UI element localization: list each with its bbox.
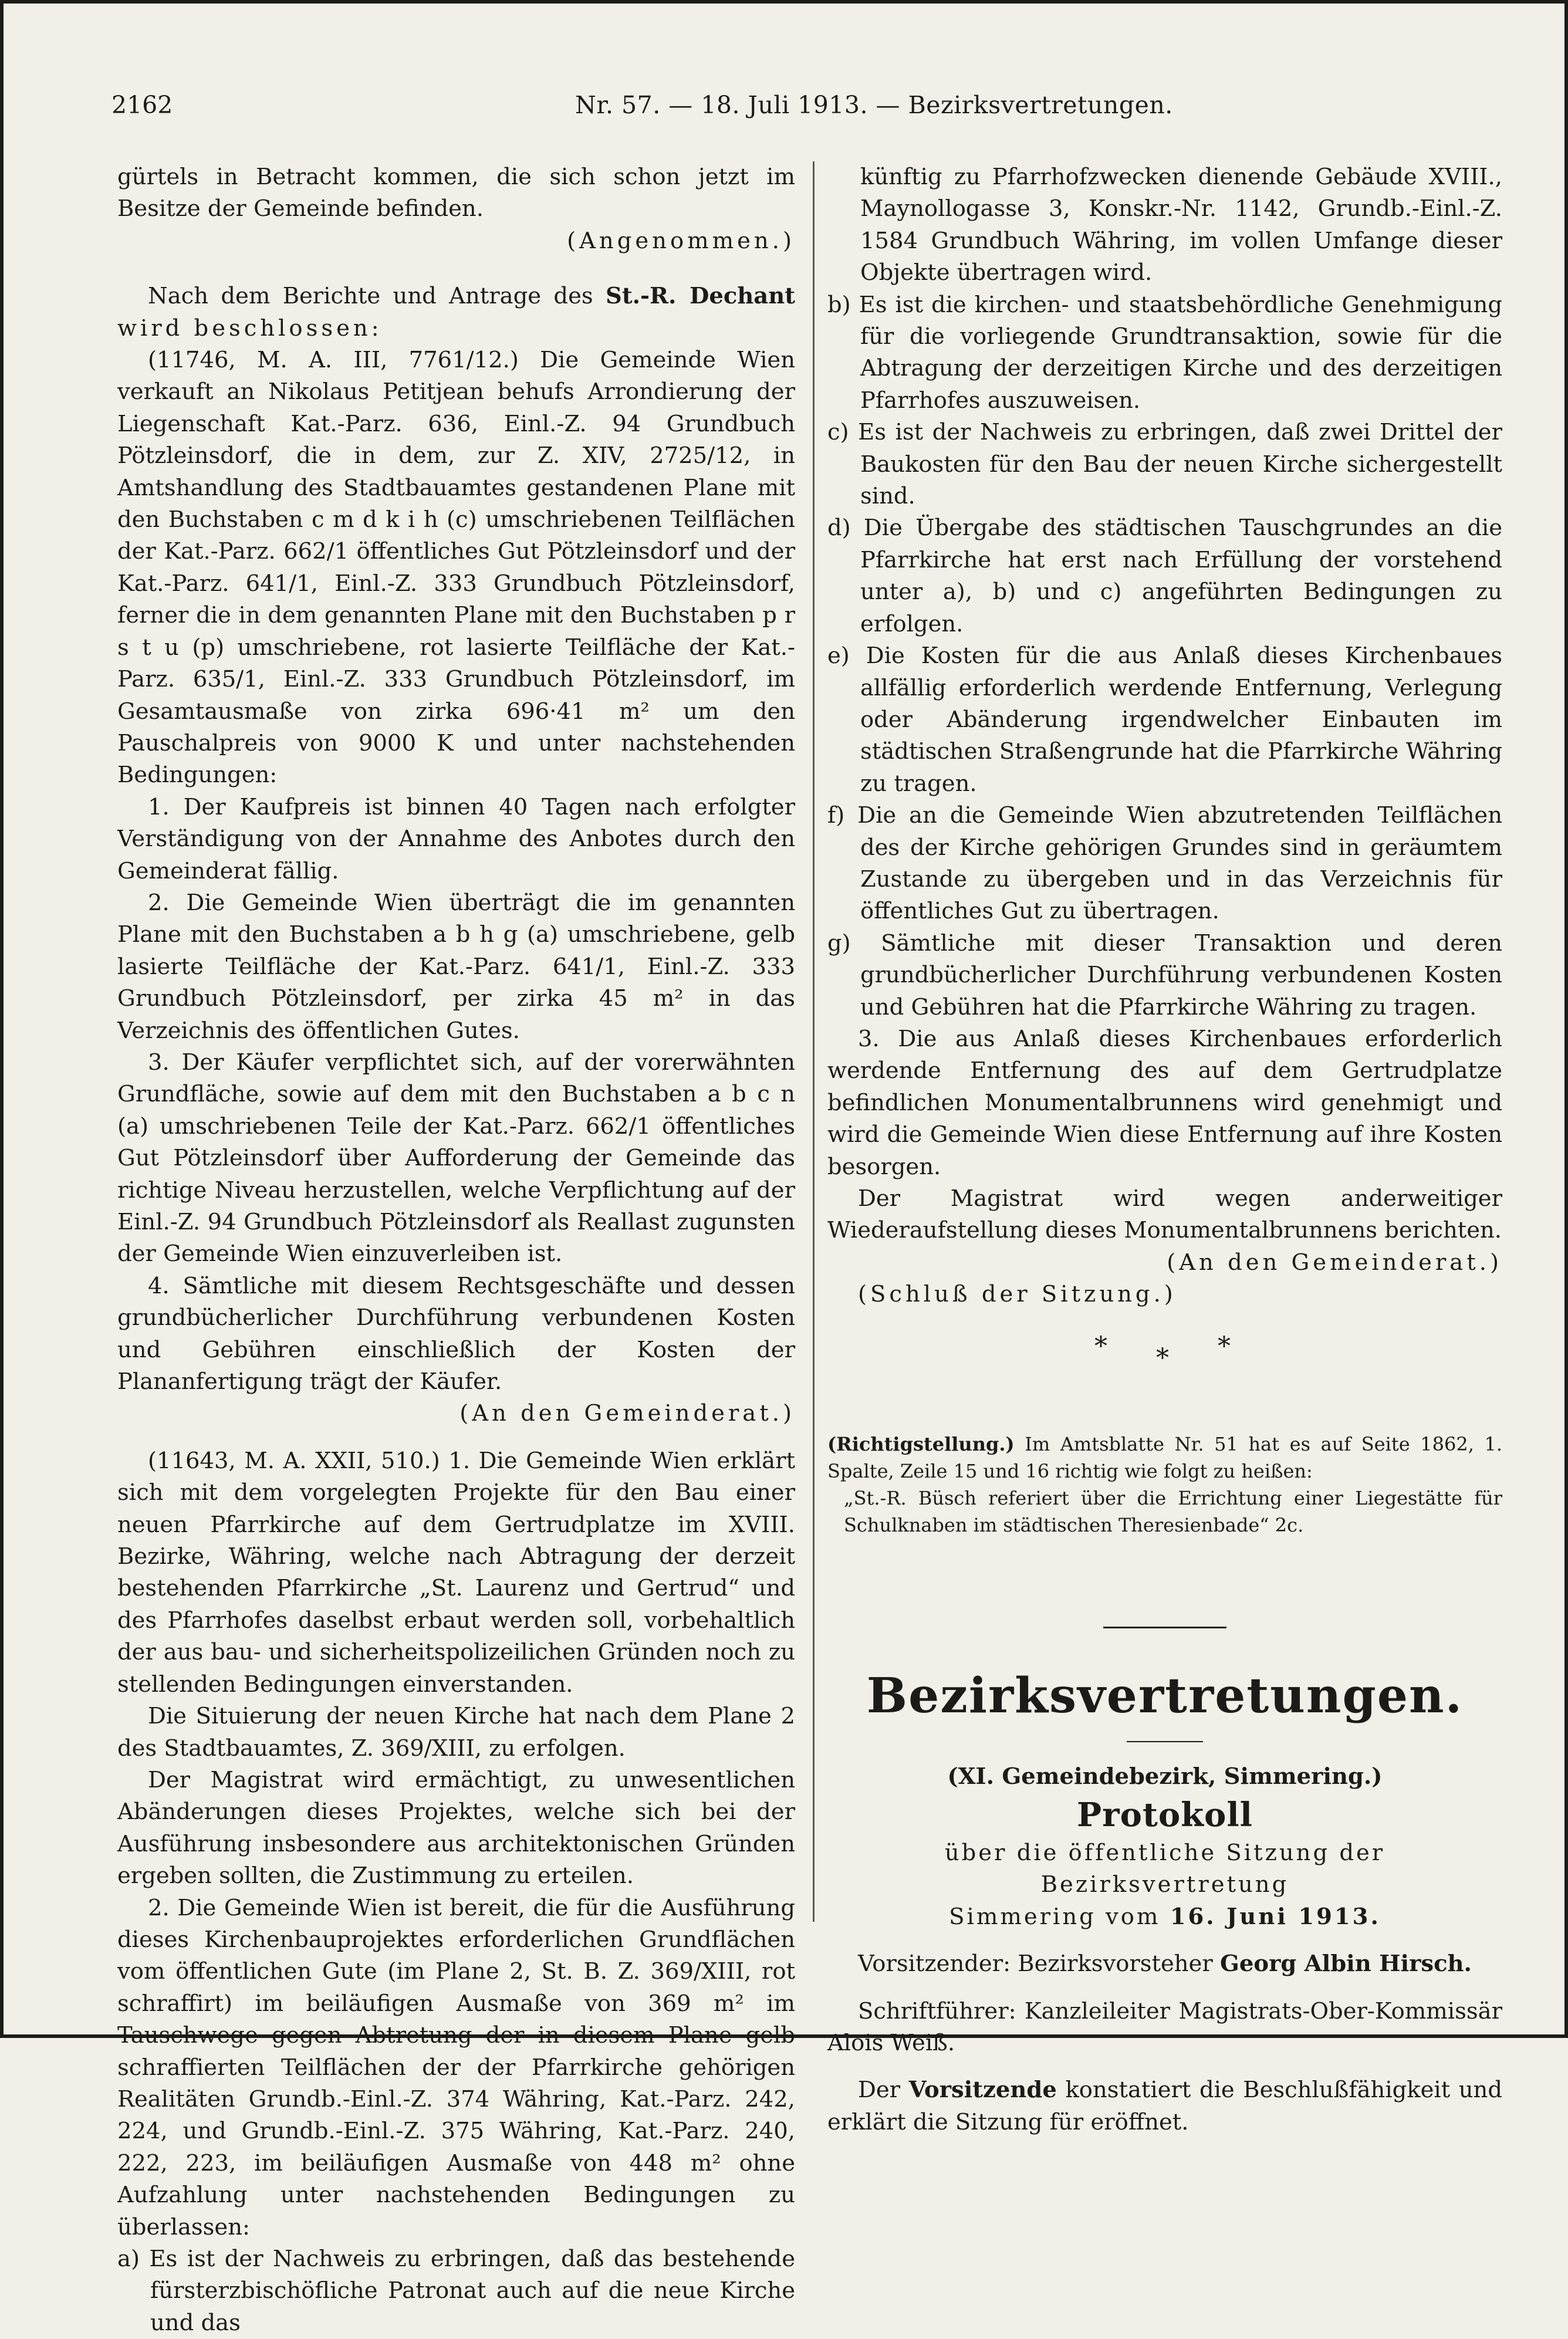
councillor-name: St.-R. Dechant [606, 283, 795, 310]
page-header [111, 91, 1173, 126]
referral-council-2: (An den Gemeinderat.) [1167, 1249, 1502, 1276]
condition-c: c) Es ist der Nachweis zu erbringen, daß zwei Drittel der Baukosten für den Bau der neuen Kirche sichergestellt sind. [827, 419, 1502, 510]
asterisk: * [1094, 1331, 1107, 1361]
left-column [117, 161, 795, 2339]
church-siting: Die Situierung der neuen Kirche hat nach dem Plane 2 des Stadtbauamtes, Z. 369/XIII, zu erfolgen. [117, 1703, 795, 1762]
page-number: 2162 [111, 91, 173, 119]
motion-intro [117, 280, 795, 344]
session-closed: (Schluß der Sitzung.) [858, 1281, 1177, 1308]
title-rule [1127, 1741, 1203, 1742]
running-title: Nr. 57. — 18. Juli 1913. — Bezirksvertretungen. [575, 91, 1173, 119]
condition-a-continued: künftig zu Pfarrhofzwecken dienende Gebäude XVIII., Maynollogasse 3, Konskr.-Nr. 1142, Grundb.-Einl.-Z. 1584 Grundbuch Währing, im vollen Umfange dieser Objekte übertragen wird. [860, 164, 1502, 286]
opening-a: Der [858, 2077, 901, 2104]
session-line-1: über die öffentliche Sitzung der Bezirksvertretung [944, 1840, 1385, 1898]
condition-2: 2. Die Gemeinde Wien überträgt die im genannten Plane mit den Buchstaben a b h g (a) umschriebene, gelb lasierte Teilfläche der Kat.-Parz. 641/1, Einl.-Z. 333 Grundbuch Pötzleinsdorf, per zirka 45 m² in das Verzeichnis des öffentlichen Gutes. [117, 889, 795, 1044]
asterisk: * [1218, 1331, 1231, 1361]
resolution-accepted: (Angenommen.) [567, 227, 795, 254]
opening-b: konstatiert die Beschlußfähigkeit und erklärt die Sitzung für eröffnet. [827, 2077, 1503, 2135]
chair-label: Vorsitzender: Bezirksvorsteher [858, 1951, 1213, 1978]
condition-b: b) Es ist die kirchen- und staatsbehördliche Genehmigung für die vorliegende Grundtransaktion, sowie für die Abtragung der derzeitigen Kirche und des derzeitigen Pfarrhofes auszuweisen. [827, 291, 1502, 414]
correction-text: Im Amtsblatte Nr. 51 hat es auf Seite 1862, 1. Spalte, Zeile 15 und 16 richtig wie folgt zu heißen: [827, 1432, 1503, 1482]
sale-resolution: (11746, M. A. III, 7761/12.) Die Gemeinde Wien verkauft an Nikolaus Petitjean behufs Arrondierung der Liegenschaft Kat.-Parz. 636, Einl.-Z. 94 Grundbuch Pötzleinsdorf, die in dem, zur Z. XIV, 2725/12, in Amtshandlung des Stadtbauamtes gestandenen Plane mit den Buchstaben c m d k i h (c) umschriebenen Teilflächen der Kat.-Parz. 662/1 öffentliches Gut Pötzleinsdorf und der Kat.-Parz. 641/1, Einl.-Z. 333 Grundbuch Pötzleinsdorf, ferner die in dem genannten Plane mit den Buchstaben p r s t u (p) umschriebene, rot lasierte Teilfläche der Kat.-Parz. 635/1, Einl.-Z. 333 Grundbuch Pötzleinsdorf, im Gesamtausmaße von zirka 696·41 m² um den Pauschalpreis von 9000 K und unter nachstehenden Bedingungen: [117, 347, 795, 789]
section-title: Bezirksvertretungen. [866, 1667, 1464, 1724]
correction-note [827, 1431, 1502, 1485]
session-date: 16. Juni 1913. [1170, 1903, 1381, 1930]
motion-intro-a: Nach dem Berichte und Antrage des [148, 283, 593, 310]
protokoll-heading: Protokoll [1077, 1796, 1253, 1835]
magistrate-authorization: Der Magistrat wird ermächtigt, zu unwesentlichen Abänderungen dieses Projektes, welche sich bei der Ausführung insbesondere aus architektonischen Gründen ergeben sollten, die Zustimmung zu erteilen. [117, 1766, 795, 1890]
condition-a: a) Es ist der Nachweis zu erbringen, daß das bestehende fürsterzbischöfliche Patronat auch auf die neue Kirche und das [117, 2246, 795, 2336]
chair-name: Georg Albin Hirsch. [1220, 1951, 1472, 1978]
church-project-resolution: (11643, M. A. XXII, 510.) 1. Die Gemeinde Wien erklärt sich mit dem vorgelegten Projekte für den Bau einer neuen Pfarrkirche auf dem Gertrudplatze im XVIII. Bezirke, Währing, welche nach Abtragung der derzeit bestehenden Pfarrkirche „St. Laurenz und Gertrud“ und des Pfarrhofes daselbst erbaut werden soll, vorbehaltlich der aus bau- und sicherheitspolizeilichen Gründen noch zu stellenden Bedingungen einverstanden. [117, 1447, 795, 1698]
referral-council: (An den Gemeinderat.) [459, 1400, 795, 1427]
condition-e: e) Die Kosten für die aus Anlaß dieses Kirchenbaues allfällig erforderlich werdende Entfernung, Verlegung oder Abänderung irgendwelcher Einbauten im städtischen Straßengrunde hat die Pfarrkirche Währing zu tragen. [827, 643, 1502, 797]
condition-g: g) Sämtliche mit dieser Transaktion und deren grundbücherlicher Durchführung verbundenen Kosten und Gebühren hat die Pfarrkirche Währing zu tragen. [827, 929, 1502, 1020]
fountain-report: Der Magistrat wird wegen anderweitiger Wiederaufstellung dieses Monumentalbrunnens berichten. [827, 1185, 1502, 1244]
opening-name: Vorsitzende [908, 2077, 1057, 2104]
condition-1: 1. Der Kaufpreis ist binnen 40 Tagen nach erfolgter Verständigung von der Annahme des Anbotes durch den Gemeinderat fällig. [117, 793, 795, 884]
section-rule [1103, 1627, 1226, 1628]
condition-3: 3. Der Käufer verpflichtet sich, auf der vorerwähnten Grundfläche, sowie auf dem mit den Buchstaben a b c n (a) umschriebenen Teile der Kat.-Parz. 662/1 öffentliches Gut Pötzleinsdorf über Aufforderung der Gemeinde das richtige Niveau herzustellen, welche Verpflichtung auf der Einl.-Z. 94 Grundbuch Pötzleinsdorf als Reallast zugunsten der Gemeinde Wien einzuverleiben ist. [117, 1049, 795, 1267]
land-exchange: 2. Die Gemeinde Wien ist bereit, die für die Ausführung dieses Kirchenbauprojektes erforderlichen Grundflächen vom öffentlichen Gute (im Plane 2, St. B. Z. 369/XIII, rot schraffirt) im beiläufigen Ausmaße von 369 m² im Tauschwege gegen Abtretung der in diesem Plane gelb schraffierten Teilflächen der der Pfarrkirche gehörigen Realitäten Grundb.-Einl.-Z. 374 Währing, Kat.-Parz. 242, 224, und Grundb.-Einl.-Z. 375 Währing, Kat.-Parz. 240, 222, 223, im beiläufigen Ausmaße von 448 m² ohne Aufzahlung unter nachstehenden Bedingungen zu überlassen: [117, 1894, 795, 2240]
session-line-2a: Simmering vom [949, 1903, 1161, 1930]
session-line-2 [827, 1901, 1502, 1933]
condition-d: d) Die Übergabe des städtischen Tauschgrundes an die Pfarrkirche hat erst nach Erfüllung der vorstehend unter a), b) und c) angeführten Bedingungen zu erfolgen. [827, 515, 1502, 637]
column-divider [813, 161, 815, 1922]
district-heading: (XI. Gemeindebezirk, Simmering.) [947, 1763, 1383, 1790]
condition-4: 4. Sämtliche mit diesem Rechtsgeschäfte und dessen grundbücherlicher Durchführung verbundenen Kosten und Gebühren einschließlich der Kosten der Plananfertigung trägt der Käufer. [117, 1272, 795, 1395]
correction-title: (Richtigstellung.) [827, 1432, 1015, 1455]
paragraph-continuation: gürtels in Betracht kommen, die sich schon jetzt im Besitze der Gemeinde befinden. [117, 164, 795, 222]
secretary: Schriftführer: Kanzleileiter Magistrats-Ober-Kommissär Alois Weiß. [827, 1997, 1502, 2057]
asterisk: * [1156, 1343, 1169, 1373]
opening-statement [827, 2074, 1502, 2138]
asterism [827, 1331, 1502, 1390]
chair [827, 1948, 1502, 1980]
fountain-removal: 3. Die aus Anlaß dieses Kirchenbaues erforderlich werdende Entfernung des auf dem Gertrudplatze befindlichen Monumentalbrunnens wird genehmigt und wird die Gemeinde Wien diese Entfernung auf ihre Kosten besorgen. [827, 1025, 1502, 1180]
right-column [827, 161, 1502, 2138]
correction-quote: „St.-R. Büsch referiert über die Errichtung einer Liegestätte für Schulknaben im städtischen Theresienbade“ 2c. [844, 1486, 1502, 1536]
condition-f: f) Die an die Gemeinde Wien abzutretenden Teilflächen des der Kirche gehörigen Grundes sind in geräumtem Zustande zu übergeben und in das Verzeichnis für öffentliches Gut zu übertragen. [827, 802, 1502, 925]
motion-intro-b: wird beschlossen: [117, 315, 383, 342]
